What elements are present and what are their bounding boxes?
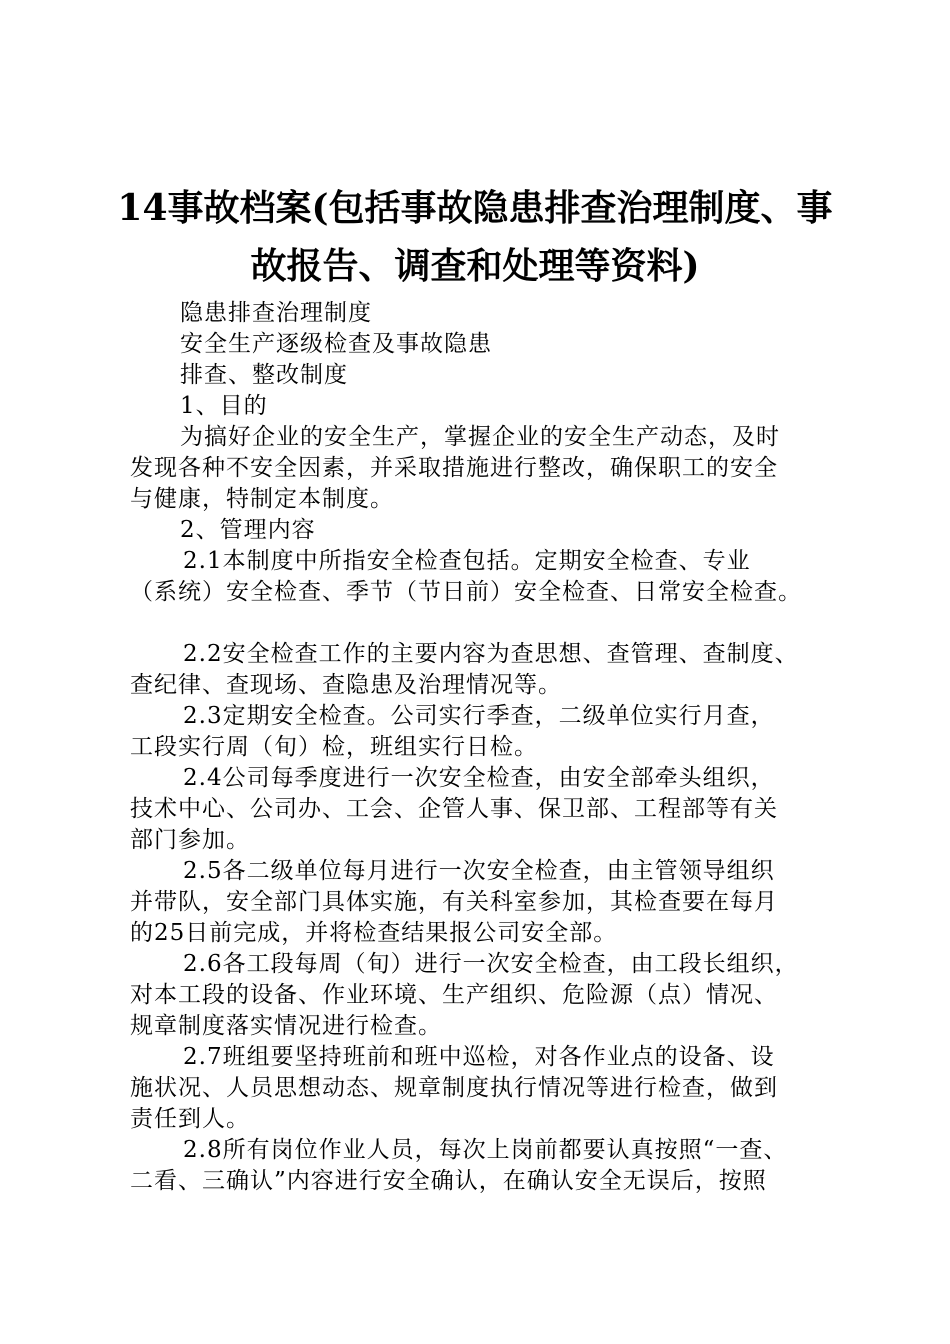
management-heading: 2、管理内容 [180,517,316,543]
clause-2-5-line: 2.5各二级单位每月进行一次安全检查，由主管领导组织 [183,858,775,884]
paragraph-line: 与健康，特制定本制度。 [130,486,394,512]
clause-2-5-line: 的25日前完成，并将检查结果报公司安全部。 [130,920,618,946]
paragraph-line: 发现各种不安全因素，并采取措施进行整改，确保职工的安全 [130,455,778,481]
clause-2-6-line: 2.6各工段每周（旬）进行一次安全检查，由工段长组织， [183,951,799,977]
paragraph-line: 为搞好企业的安全生产，掌握企业的安全生产动态，及时 [180,424,780,450]
section-heading: 安全生产逐级检查及事故隐患 [180,331,492,357]
clause-2-8-line: 2.8所有岗位作业人员，每次上岗前都要认真按照“一查、 [183,1137,788,1163]
clause-2-8-line: 二看、三确认”内容进行安全确认，在确认安全无误后，按照 [130,1168,767,1194]
clause-2-4-line: 技术中心、公司办、工会、企管人事、保卫部、工程部等有关 [130,796,778,822]
clause-2-1-line: 2.1本制度中所指安全检查包括。定期安全检查、专业 [183,548,751,574]
document-title-line-2: 故报告、调查和处理等资料) [250,245,700,287]
clause-2-6-line: 规章制度落实情况进行检查。 [130,1013,442,1039]
purpose-heading: 1、目的 [180,393,268,419]
clause-2-3-line: 2.3定期安全检查。公司实行季查，二级单位实行月查， [183,703,775,729]
blank-line [130,608,850,639]
clause-2-7-line: 责任到人。 [130,1106,250,1132]
clause-2-7-line: 2.7班组要坚持班前和班中巡检，对各作业点的设备、设 [183,1044,775,1070]
section-heading: 排查、整改制度 [180,362,348,388]
clause-2-1-line: （系统）安全检查、季节（节日前）安全检查、日常安全检查。 [130,579,802,605]
clause-2-6-line: 对本工段的设备、作业环境、生产组织、危险源（点）情况、 [130,982,778,1008]
clause-2-2-line: 查纪律、查现场、查隐患及治理情况等。 [130,672,562,698]
document-body [130,298,850,1197]
clause-2-3-line: 工段实行周（旬）检，班组实行日检。 [130,734,538,760]
section-heading: 隐患排查治理制度 [180,300,372,326]
clause-2-7-line: 施状况、人员思想动态、规章制度执行情况等进行检查，做到 [130,1075,778,1101]
clause-2-4-line: 2.4公司每季度进行一次安全检查，由安全部牵头组织， [183,765,775,791]
clause-2-5-line: 并带队，安全部门具体实施，有关科室参加，其检查要在每月 [130,889,778,915]
clause-2-2-line: 2.2安全检查工作的主要内容为查思想、查管理、查制度、 [183,641,799,667]
clause-2-4-line: 部门参加。 [130,827,250,853]
document-title-line-1: 14事故档案(包括事故隐患排查治理制度、事 [117,187,833,229]
